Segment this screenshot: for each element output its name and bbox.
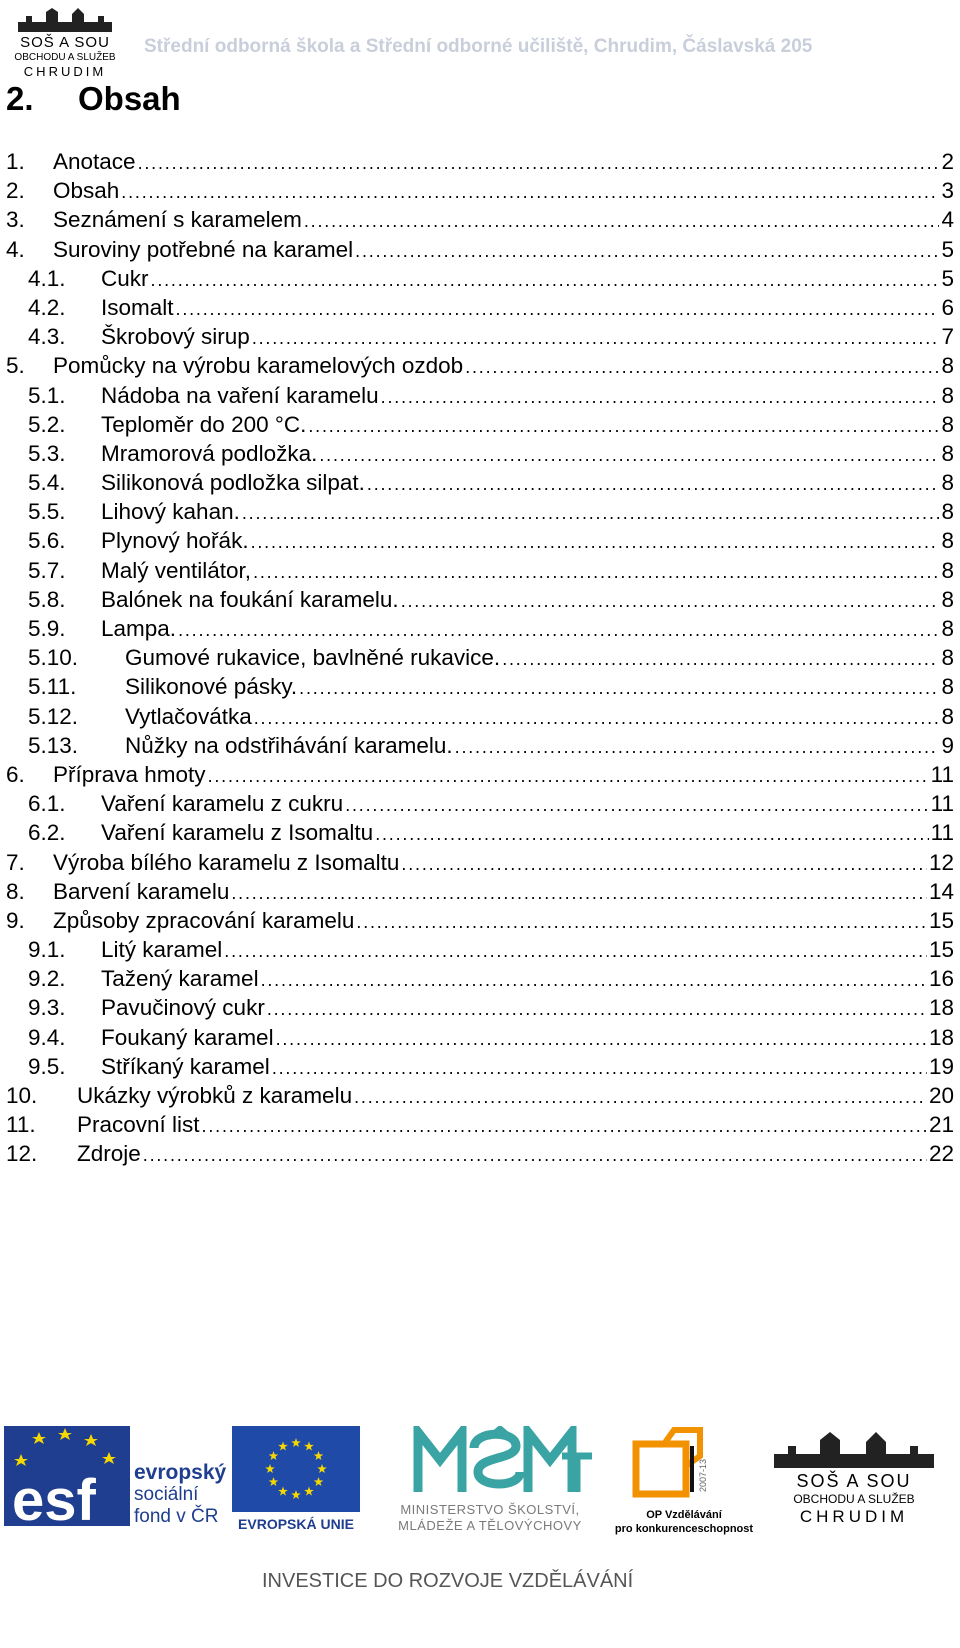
toc-leader-dots [231,879,927,908]
toc-title: Způsoby zpracování karamelu [53,907,355,933]
toc-title: Vaření karamelu z cukru [101,791,344,817]
toc-leader-dots [375,820,928,849]
toc-page-number: 9 [941,732,954,758]
toc-title: Výroba bílého karamelu z Isomaltu [53,849,400,875]
toc-leader-dots [208,762,929,791]
toc-leader-dots [455,733,940,762]
svg-text:esf: esf [12,1468,96,1533]
toc-number: 5.6. [28,528,66,554]
toc-entry[interactable] [6,993,960,1022]
op-line-1: OP Vzdělávání [646,1509,722,1521]
toc-entry[interactable] [6,702,960,731]
toc-entry[interactable] [6,351,960,380]
esf-line-3: fond v ČR [134,1506,219,1527]
toc-entry[interactable] [6,1081,960,1110]
toc-title: Tažený karamel [101,966,259,992]
esf-logo [4,1426,227,1536]
toc-title: Gumové rukavice, bavlněné rukavice. [125,645,501,671]
toc-number: 5.11. [28,674,77,700]
heading-number: 2. [6,80,34,117]
toc-title: Plynový hořák. [101,528,249,554]
toc-number: 4.3. [28,324,66,350]
toc-entry[interactable] [6,235,960,264]
op-logo [614,1426,754,1536]
sos-logo-large [770,1426,938,1536]
toc-page-number: 8 [941,411,954,437]
esf-mark-icon [4,1426,130,1536]
toc-page-number: 8 [941,499,954,525]
toc-page-number: 11 [930,820,954,846]
toc-number: 5.10. [28,645,79,671]
toc-number: 9.3. [28,995,66,1021]
toc-entry[interactable] [6,964,960,993]
toc-page-number: 8 [941,645,954,671]
toc-title: Škrobový sirup [101,324,250,350]
toc-title: Silikonová podložka silpat. [101,470,365,496]
sos-caption [770,1472,938,1526]
toc-title: Balónek na foukání karamelu. [101,586,399,612]
toc-leader-dots [261,966,927,995]
toc-title: Silikonové pásky. [125,674,298,700]
toc-number: 5.3. [28,440,66,466]
toc-entry[interactable] [6,614,960,643]
msmt-logo [378,1426,602,1536]
toc-number: 5.8. [28,586,66,612]
toc-title: Lampa. [101,616,177,641]
toc-page-number: 8 [941,703,954,729]
toc-leader-dots [401,850,927,879]
toc-entry[interactable] [6,760,960,789]
toc-number: 10. [6,1083,38,1108]
castle-icon [770,1426,938,1470]
toc-title: Litý karamel [101,937,223,963]
toc-number: 6.1. [28,791,66,817]
toc-page-number: 8 [941,382,954,408]
op-mark-icon [614,1426,754,1506]
toc-number: 12. [6,1141,38,1167]
toc-entry[interactable] [6,176,960,205]
toc-entry[interactable] [6,935,960,964]
toc-leader-dots [178,616,939,645]
toc-entry[interactable] [6,497,960,526]
logo-line-2: OBCHODU A SLUŽEB [14,52,116,63]
page-title [6,80,181,118]
toc-page-number: 8 [941,528,954,554]
toc-entry[interactable] [6,205,960,234]
toc-number: 4.1. [28,265,66,291]
toc-entry[interactable] [6,468,960,497]
toc-title: Anotace [53,149,136,174]
toc-leader-dots [202,1112,927,1141]
toc-page-number: 12 [928,849,954,875]
toc-leader-dots [251,528,940,557]
toc-entry[interactable] [6,147,960,176]
toc-entry[interactable] [6,731,960,760]
toc-entry[interactable] [6,556,960,585]
toc-entry[interactable] [6,848,960,877]
toc-number: 7. [6,849,25,875]
toc-page-number: 18 [928,995,954,1021]
toc-entry[interactable] [6,264,960,293]
toc-number: 9.4. [28,1024,66,1050]
op-caption [614,1508,754,1536]
toc-page-number: 15 [928,937,954,963]
toc-entry[interactable] [6,1139,960,1168]
toc-entry[interactable] [6,1052,960,1081]
esf-line-1: evropský [134,1461,227,1484]
toc-leader-dots [254,704,940,733]
table-of-contents [6,147,960,1169]
toc-leader-dots [121,178,939,207]
toc-number: 5.5. [28,499,66,525]
toc-page-number: 2 [941,149,954,174]
toc-number: 4. [6,236,25,262]
toc-leader-dots [242,499,940,528]
toc-title: Suroviny potřebné na karamel [53,236,354,262]
toc-leader-dots [299,674,939,703]
toc-number: 8. [6,878,25,904]
footer-logos [0,1400,960,1648]
toc-leader-dots [308,412,939,441]
toc-leader-dots [355,237,939,266]
toc-title: Ukázky výrobků z karamelu [77,1083,353,1108]
toc-page-number: 8 [941,616,954,641]
toc-title: Vytlačovátka [125,703,252,729]
toc-page-number: 14 [928,878,954,904]
eu-logo [232,1426,360,1536]
toc-leader-dots [401,587,940,616]
toc-leader-dots [252,324,940,353]
toc-page-number: 19 [928,1053,954,1079]
msmt-caption [378,1502,602,1534]
eu-caption: EVROPSKÁ UNIE [238,1516,354,1532]
toc-entry[interactable] [6,789,960,818]
toc-page-number: 5 [941,265,954,291]
toc-page-number: 7 [941,324,954,350]
toc-page-number: 21 [928,1112,954,1138]
toc-title: Vaření karamelu z Isomaltu [101,820,374,846]
msmt-mark-icon [378,1426,602,1498]
toc-number: 5.4. [28,470,66,496]
toc-number: 1. [6,149,25,174]
toc-leader-dots [276,1025,927,1054]
toc-title: Pavučinový cukr [101,995,265,1021]
toc-title: Barvení karamelu [53,878,230,904]
school-name: Střední odborná škola a Střední odborné učiliště, Chrudim, Čáslavská 205 [144,36,813,57]
toc-entry[interactable] [6,526,960,555]
toc-page-number: 8 [941,674,954,700]
toc-page-number: 8 [941,470,954,496]
toc-page-number: 8 [941,557,954,583]
toc-entry[interactable] [6,1023,960,1052]
toc-title: Teploměr do 200 °C. [101,411,307,437]
toc-title: Zdroje [77,1141,141,1167]
school-logo [6,2,124,80]
toc-leader-dots [253,558,939,587]
toc-entry[interactable] [6,877,960,906]
toc-page-number: 4 [941,207,954,233]
msmt-line-2: MLÁDEŽE A TĚLOVÝCHOVY [398,1518,582,1533]
toc-leader-dots [465,353,939,382]
castle-icon [16,2,114,34]
toc-number: 6. [6,761,25,787]
esf-text [134,1462,226,1528]
toc-title: Malý ventilátor, [101,557,252,583]
toc-number: 5.12. [28,703,79,729]
toc-leader-dots [319,441,939,470]
toc-entry[interactable] [6,322,960,351]
toc-number: 11. [6,1112,36,1138]
toc-number: 9. [6,907,25,933]
toc-leader-dots [224,937,927,966]
esf-line-2: sociální [134,1484,199,1505]
toc-leader-dots [267,995,927,1024]
toc-title: Stříkaný karamel [101,1053,270,1079]
toc-number: 6.2. [28,820,66,846]
toc-number: 3. [6,207,25,233]
logo-line-3: CHRUDIM [23,64,107,79]
toc-entry[interactable] [6,672,960,701]
toc-leader-dots [354,1083,927,1112]
toc-page-number: 8 [941,440,954,466]
toc-title: Cukr [101,265,149,291]
toc-leader-dots [143,1141,927,1170]
toc-page-number: 16 [928,966,954,992]
toc-entry[interactable] [6,818,960,847]
toc-number: 5.7. [28,557,66,583]
toc-title: Nádoba na vaření karamelu [101,382,379,408]
sos-line-2: OBCHODU A SLUŽEB [793,1492,915,1506]
toc-number: 9.1. [28,937,66,963]
toc-page-number: 6 [941,294,954,320]
toc-entry[interactable] [6,1110,960,1139]
toc-title: Pomůcky na výrobu karamelových ozdob [53,353,464,379]
toc-title: Pracovní list [77,1112,200,1138]
op-line-2: pro konkurenceschopnost [614,1523,754,1535]
toc-entry[interactable] [6,293,960,322]
msmt-line-1: MINISTERSTVO ŠKOLSTVÍ, [400,1502,580,1517]
toc-leader-dots [176,295,940,324]
toc-leader-dots [356,908,927,937]
toc-number: 5.9. [28,616,66,641]
toc-title: Mramorová podložka. [101,440,318,466]
toc-page-number: 5 [941,236,954,262]
toc-number: 5.2. [28,411,66,437]
toc-number: 5.13. [28,732,79,758]
toc-leader-dots [502,645,939,674]
page-header [0,0,960,80]
sos-line-3: CHRUDIM [799,1507,909,1526]
toc-number: 5. [6,353,25,379]
toc-title: Příprava hmoty [53,761,206,787]
toc-leader-dots [367,470,940,499]
toc-entry[interactable] [6,643,960,672]
toc-page-number: 20 [928,1083,954,1108]
toc-number: 4.2. [28,294,66,320]
toc-entry[interactable] [6,381,960,410]
sos-line-1: SOŠ A SOU [796,1471,912,1491]
toc-leader-dots [272,1054,927,1083]
toc-entry[interactable] [6,410,960,439]
heading-title: Obsah [78,80,181,117]
eu-flag-icon [232,1426,360,1512]
toc-number: 9.2. [28,966,66,992]
toc-title: Isomalt [101,294,174,320]
toc-leader-dots [381,383,940,412]
toc-entry[interactable] [6,906,960,935]
toc-leader-dots [151,266,940,295]
toc-title: Nůžky na odstřihávání karamelu. [125,732,453,758]
toc-title: Lihový kahan. [101,499,240,525]
toc-page-number: 11 [930,791,954,817]
toc-number: 2. [6,178,25,204]
toc-page-number: 11 [930,761,954,787]
toc-title: Obsah [53,178,120,204]
toc-leader-dots [304,207,940,236]
investice-slogan: INVESTICE DO ROZVOJE VZDĚLÁVÁNÍ [262,1570,634,1592]
toc-page-number: 8 [941,586,954,612]
toc-entry[interactable] [6,585,960,614]
toc-page-number: 18 [928,1024,954,1050]
toc-number: 9.5. [28,1053,66,1079]
toc-entry[interactable] [6,439,960,468]
toc-page-number: 22 [928,1141,954,1167]
toc-page-number: 3 [941,178,954,204]
toc-leader-dots [345,791,928,820]
toc-number: 5.1. [28,382,66,408]
toc-leader-dots [138,149,940,178]
op-years: 2007-13 [698,1458,708,1492]
logo-line-1: SOŠ A SOU [20,34,110,51]
toc-title: Seznámení s karamelem [53,207,302,233]
toc-page-number: 15 [928,907,954,933]
toc-page-number: 8 [941,353,954,379]
toc-title: Foukaný karamel [101,1024,274,1050]
